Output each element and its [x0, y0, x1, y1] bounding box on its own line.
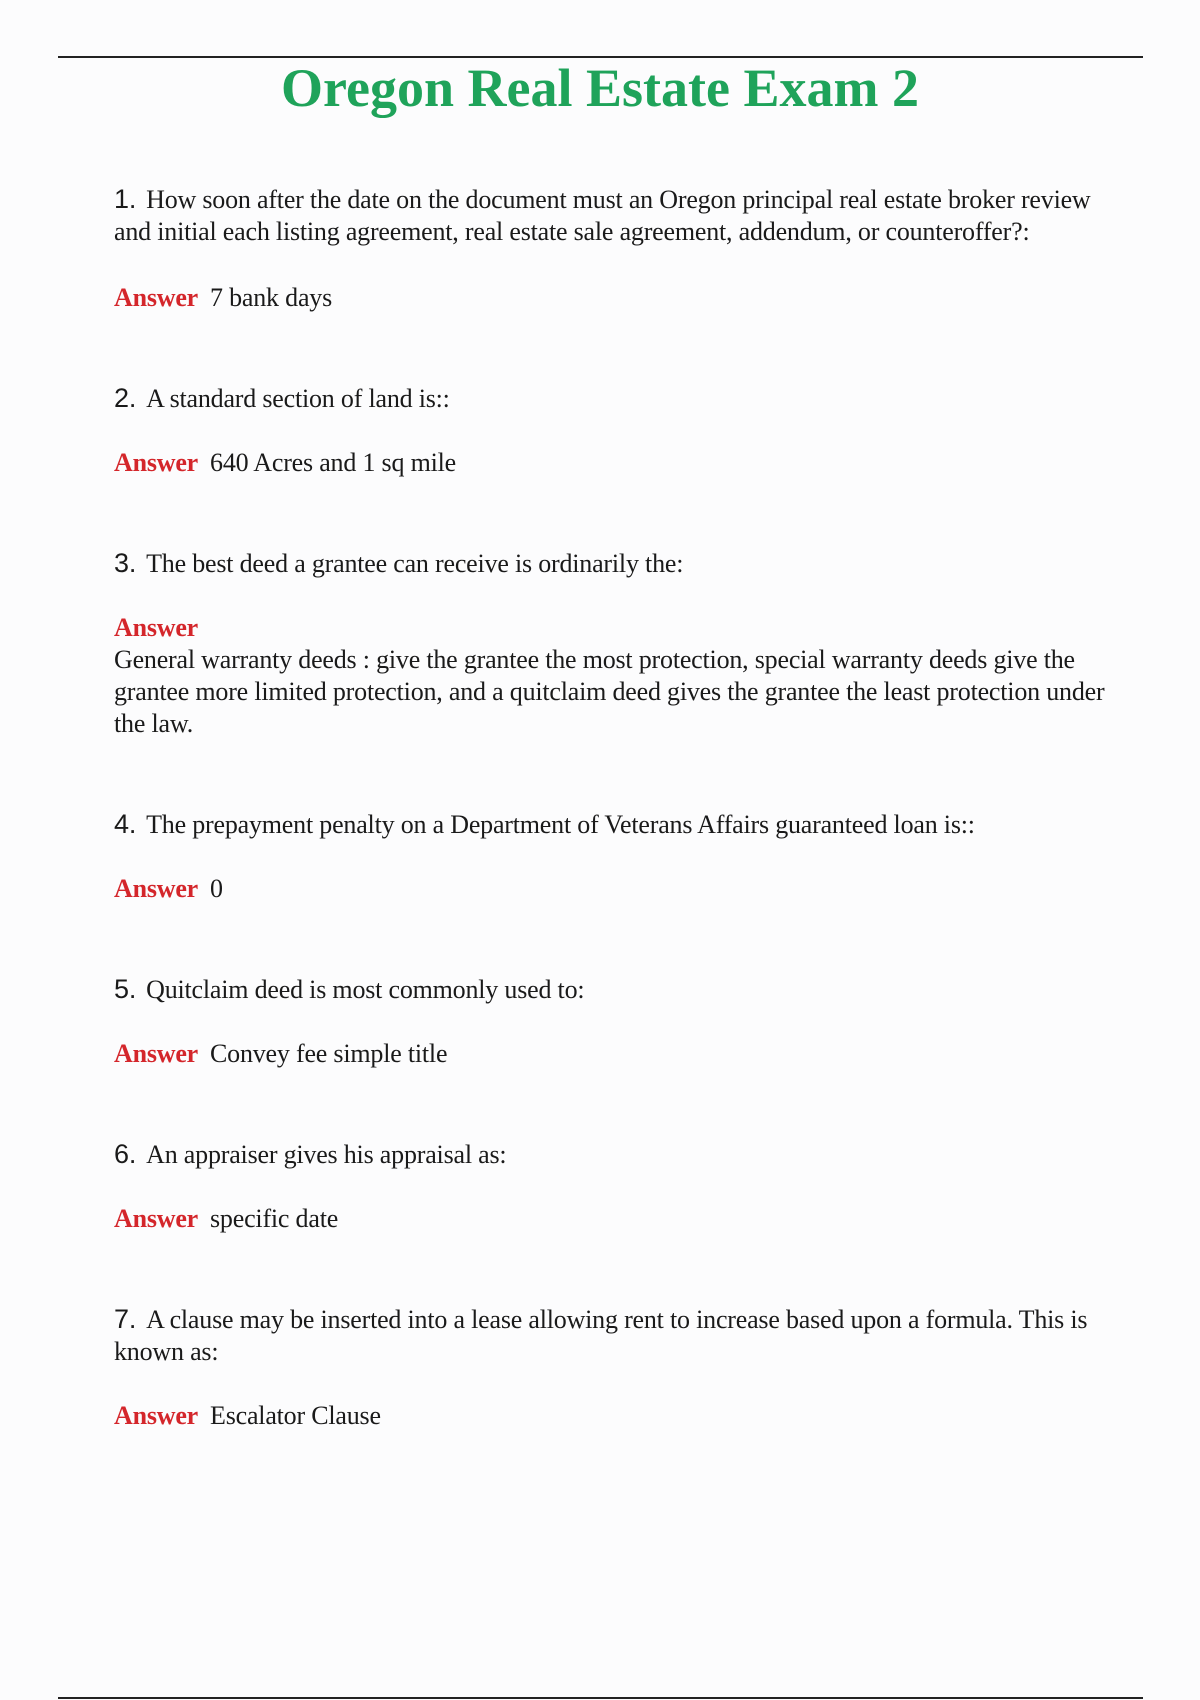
page-title: Oregon Real Estate Exam 2	[281, 58, 919, 118]
answer-label: Answer	[114, 1204, 199, 1233]
question-text: The best deed a grantee can receive is ordinarily the:	[146, 549, 684, 578]
answer-text: 7 bank days	[210, 283, 333, 312]
qa-item-3	[114, 547, 1124, 740]
answer-text: specific date	[210, 1204, 339, 1233]
question-text: A clause may be inserted into a lease allowing rent to increase based upon a formula. This is known as:	[114, 1305, 1088, 1366]
qa-item-4	[114, 808, 1124, 905]
question-2	[114, 382, 1124, 415]
answer-label: Answer	[114, 1039, 199, 1068]
answer-text: 0	[210, 874, 223, 903]
qa-item-6	[114, 1138, 1124, 1235]
question-number: 7.	[114, 1304, 137, 1334]
qa-item-7	[114, 1303, 1124, 1432]
question-number: 3.	[114, 548, 137, 578]
answer-1	[114, 282, 1124, 314]
bottom-rule	[58, 1697, 1143, 1699]
question-number: 4.	[114, 809, 137, 839]
answer-7	[114, 1400, 1124, 1432]
answer-label: Answer	[114, 1401, 199, 1430]
question-text: An appraiser gives his appraisal as:	[146, 1140, 507, 1169]
question-5	[114, 973, 1124, 1006]
qa-item-2	[114, 382, 1124, 479]
question-text: A standard section of land is::	[146, 384, 450, 413]
answer-2	[114, 447, 1124, 479]
question-number: 5.	[114, 974, 137, 1004]
answer-label: Answer	[114, 448, 199, 477]
answer-6	[114, 1203, 1124, 1235]
answer-label: Answer	[114, 283, 199, 312]
qa-list	[114, 183, 1124, 1432]
question-text: How soon after the date on the document must an Oregon principal real estate broker review and initial each listing agreement, real estate sale agreement, addendum, or counteroffer?:	[114, 185, 1091, 246]
question-text: Quitclaim deed is most commonly used to:	[146, 975, 585, 1004]
answer-label: Answer	[114, 613, 199, 642]
answer-text: Convey fee simple title	[210, 1039, 448, 1068]
answer-label: Answer	[114, 874, 199, 903]
question-6	[114, 1138, 1124, 1171]
question-4	[114, 808, 1124, 841]
qa-item-5	[114, 973, 1124, 1070]
answer-text: 640 Acres and 1 sq mile	[210, 448, 456, 477]
answer-text: General warranty deeds : give the grantee the most protection, special warranty deeds give the grantee more limited protection, and a quitclaim deed gives the grantee the least protection under the law.	[114, 645, 1105, 738]
answer-4	[114, 873, 1124, 905]
question-number: 1.	[114, 184, 137, 214]
question-1	[114, 183, 1124, 248]
answer-5	[114, 1038, 1124, 1070]
question-text: The prepayment penalty on a Department of Veterans Affairs guaranteed loan is::	[146, 810, 975, 839]
question-3	[114, 547, 1124, 580]
answer-text: Escalator Clause	[210, 1401, 381, 1430]
question-number: 2.	[114, 383, 137, 413]
answer-3	[114, 612, 1124, 740]
question-number: 6.	[114, 1139, 137, 1169]
qa-item-1	[114, 183, 1124, 314]
question-7	[114, 1303, 1124, 1368]
